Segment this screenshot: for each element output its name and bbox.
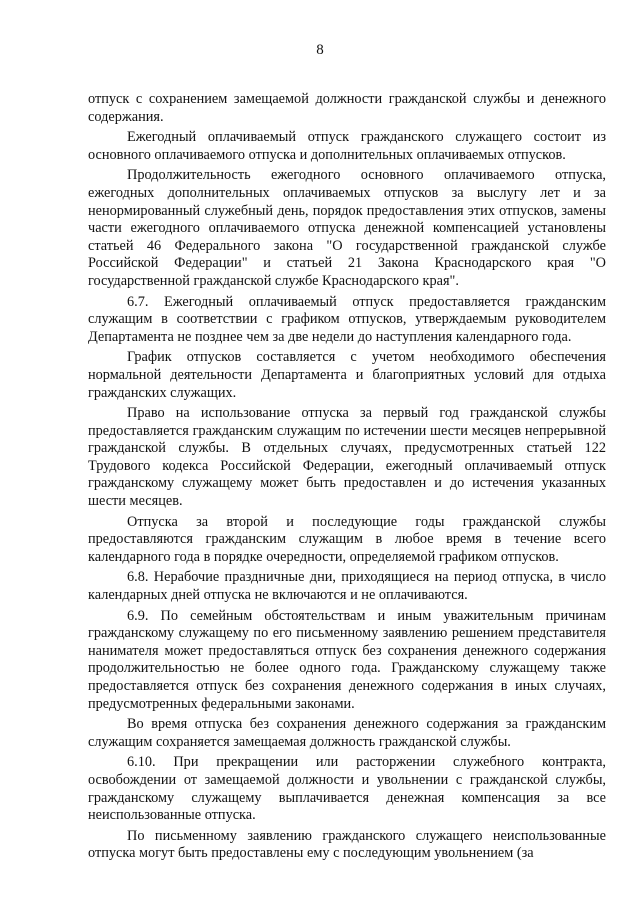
- paragraph-continuation: отпуск с сохранением замещаемой должности гражданской службы и денежного содержания.: [88, 91, 606, 125]
- paragraph-position-retained: Во время отпуска без сохранения денежного содержания за гражданским служащим сохраняется замещаемая должность гражданской службы.: [88, 716, 606, 750]
- paragraph-6-8-holidays: 6.8. Нерабочие праздничные дни, приходящиеся на период отпуска, в число календарных дней отпуска не включаются и не оплачиваются.: [88, 569, 606, 604]
- document-body: [88, 91, 606, 866]
- page-number: 8: [316, 42, 324, 58]
- paragraph-first-year-leave: Право на использование отпуска за первый год гражданской службы предоставляется гражданским служащим по истечении шести месяцев непрерывной гражданской службы. В отдельных случаях, предусмотренных статьей 122 Трудового кодекса Российской Федерации, ежегодный оплачиваемый отпуск гражданскому служащему может быть предоставлен и до истечения указанных шести месяцев.: [88, 405, 606, 510]
- paragraph-subsequent-years-leave: Отпуска за второй и последующие годы гражданской службы предоставляются гражданским служащим в любое время в течение всего календарного года в порядке очередности, определяемой графиком отпусков.: [88, 513, 606, 565]
- paragraph-6-7-leave-schedule: 6.7. Ежегодный оплачиваемый отпуск предоставляется гражданским служащим в соответствии с графиком отпусков, утверждаемым руководителем Департамента не позднее чем за две недели до наступления календарного года.: [88, 293, 606, 345]
- paragraph-schedule-preparation: График отпусков составляется с учетом необходимого обеспечения нормальной деятельности Департамента и благоприятных условий для отдыха гражданских служащих.: [88, 349, 606, 401]
- paragraph-leave-duration: Продолжительность ежегодного основного оплачиваемого отпуска, ежегодных дополнительных оплачиваемых отпусков за выслугу лет и за ненормированный служебный день, порядок предоставления этих отпусков, замены части ежегодного оплачиваемого отпуска денежной компенсацией установлены статьей 46 Федерального закона "О государственной гражданской службе Российской Федерации" и статьей 21 Закона Краснодарского края "О государственной гражданской службе Краснодарского края".: [88, 167, 606, 289]
- paragraph-leave-before-dismissal: По письменному заявлению гражданского служащего неиспользованные отпуска могут быть предоставлены ему с последующим увольнением (за: [88, 827, 606, 862]
- paragraph-6-9-unpaid-leave: 6.9. По семейным обстоятельствам и иным уважительным причинам гражданскому служащему по его письменному заявлению решением представителя нанимателя может предоставляться отпуск без сохранения денежного содержания продолжительностью не более одного года. Гражданскому служащему также предоставляется отпуск без сохранения денежного содержания в иных случаях, предусмотренных федеральными законами.: [88, 607, 606, 712]
- paragraph-annual-leave-composition: Ежегодный оплачиваемый отпуск гражданского служащего состоит из основного оплачиваемого отпуска и дополнительных оплачиваемых отпусков.: [88, 129, 606, 163]
- paragraph-6-10-compensation: 6.10. При прекращении или расторжении служебного контракта, освобождении от замещаемой должности и увольнении с гражданской службы, гражданскому служащему выплачивается денежная компенсация за все неиспользованные отпуска.: [88, 754, 606, 824]
